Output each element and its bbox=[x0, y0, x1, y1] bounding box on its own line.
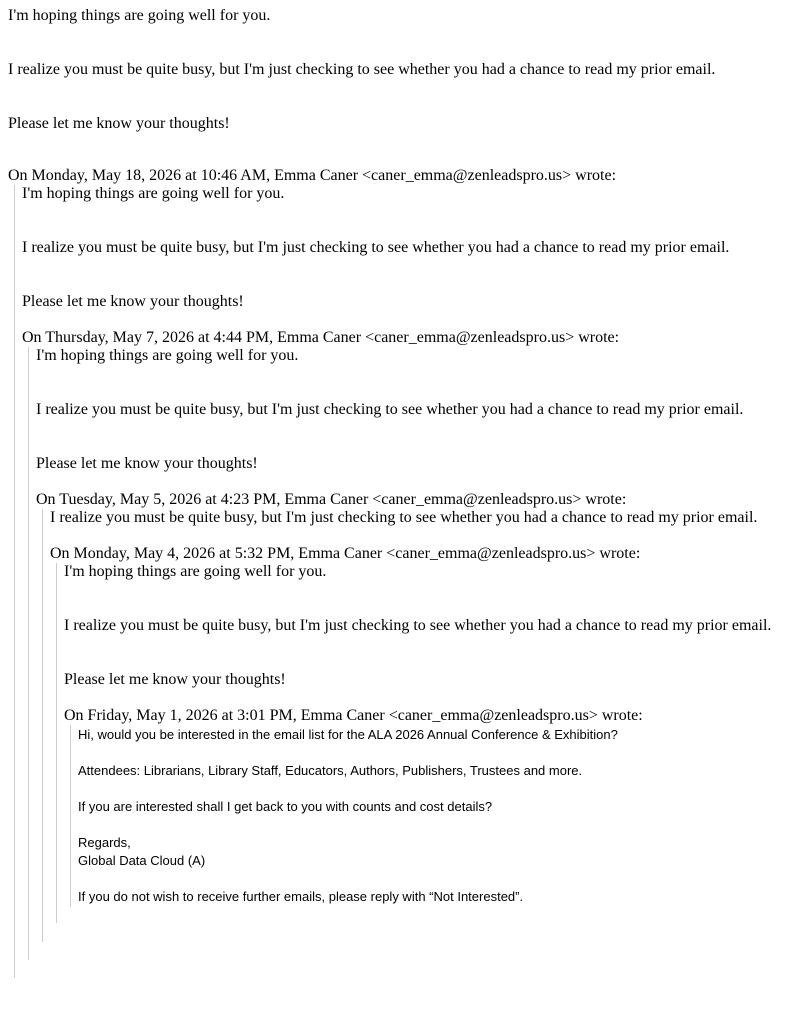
message-line-closing: Please let me know your thoughts! bbox=[8, 115, 230, 132]
original-email-question: If you are interested shall I get back to you with counts and cost details? bbox=[78, 799, 493, 814]
message-line-greeting: I'm hoping things are going well for you. bbox=[8, 7, 271, 24]
quote1-line-followup: I realize you must be quite busy, but I'm just checking to see whether you had a chance to read my prior email. bbox=[22, 239, 730, 256]
quote1-line-greeting: I'm hoping things are going well for you. bbox=[22, 185, 285, 202]
original-email-optout: If you do not wish to receive further emails, please reply with “Not Interested”. bbox=[78, 889, 524, 904]
quote2-line-greeting: I'm hoping things are going well for you. bbox=[36, 347, 299, 364]
quote-bar-level-5 bbox=[70, 725, 71, 907]
quote2-line-followup: I realize you must be quite busy, but I'm just checking to see whether you had a chance to read my prior email. bbox=[36, 401, 744, 418]
quote3-line-followup: I realize you must be quite busy, but I'm just checking to see whether you had a chance to read my prior email. bbox=[50, 509, 758, 526]
quote2-line-closing: Please let me know your thoughts! bbox=[36, 455, 258, 472]
quote-header-may-18: On Monday, May 18, 2026 at 10:46 AM, Emma Caner <caner_emma@zenleadspro.us> wrote: bbox=[8, 167, 617, 184]
quote1-line-closing: Please let me know your thoughts! bbox=[22, 293, 244, 310]
quote-header-may-1: On Friday, May 1, 2026 at 3:01 PM, Emma Caner <caner_emma@zenleadspro.us> wrote: bbox=[64, 707, 643, 724]
quote-bar-level-3 bbox=[42, 509, 43, 942]
original-email-signature: Global Data Cloud (A) bbox=[78, 853, 206, 868]
message-line-followup: I realize you must be quite busy, but I'm just checking to see whether you had a chance to read my prior email. bbox=[8, 61, 716, 78]
quote-bar-level-2 bbox=[28, 347, 29, 960]
original-email-attendees: Attendees: Librarians, Library Staff, Educators, Authors, Publishers, Trustees and more. bbox=[78, 763, 583, 778]
quote4-line-greeting: I'm hoping things are going well for you. bbox=[64, 563, 327, 580]
original-email-regards: Regards, bbox=[78, 835, 131, 850]
quote4-line-closing: Please let me know your thoughts! bbox=[64, 671, 286, 688]
original-email-intro: Hi, would you be interested in the email list for the ALA 2026 Annual Conference & Exhibition? bbox=[78, 727, 618, 742]
quote-bar-level-4 bbox=[56, 563, 57, 923]
quote-bar-level-1 bbox=[14, 185, 15, 978]
quote-header-may-7: On Thursday, May 7, 2026 at 4:44 PM, Emma Caner <caner_emma@zenleadspro.us> wrote: bbox=[22, 329, 620, 346]
quote-header-may-4: On Monday, May 4, 2026 at 5:32 PM, Emma Caner <caner_emma@zenleadspro.us> wrote: bbox=[50, 545, 641, 562]
quote4-line-followup: I realize you must be quite busy, but I'm just checking to see whether you had a chance to read my prior email. bbox=[64, 617, 772, 634]
quote-header-may-5: On Tuesday, May 5, 2026 at 4:23 PM, Emma Caner <caner_emma@zenleadspro.us> wrote: bbox=[36, 491, 627, 508]
